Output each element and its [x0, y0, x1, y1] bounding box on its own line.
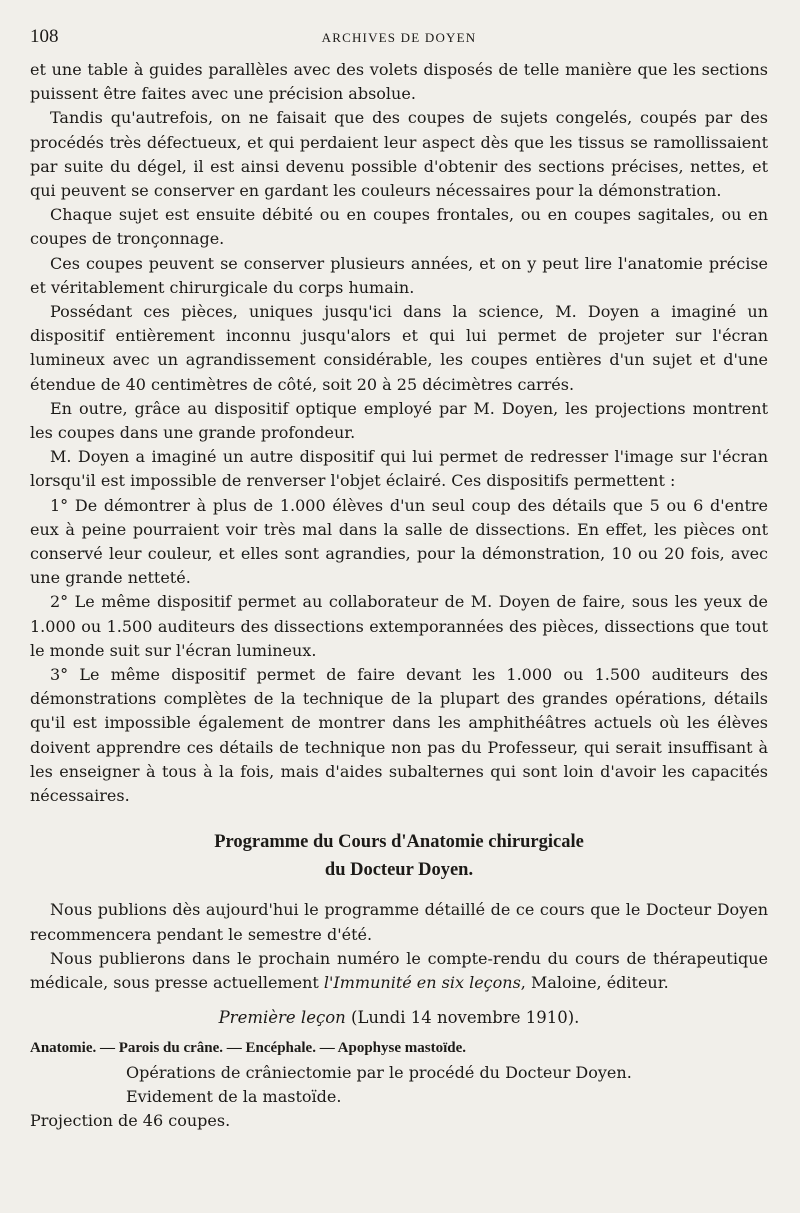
list-item: 3° Le même dispositif permet de faire devant les 1.000 ou 1.500 auditeurs des démonstrations complètes de la technique de la plupart des grandes opérations, détails qu'il est impossible également de montrer dans les amphithéâtres actuels où les élèves doivent apprendre ces détails de technique non pas du Professeur, qui serait insuffisant à les enseigner à tous à la fois, mais d'aides subalternes qui sont loin d'avoir les capacités nécessaires.	[30, 665, 768, 806]
paragraph: Ces coupes peuvent se conserver plusieurs années, et on y peut lire l'anatomie précise et véritablement chirurgicale du corps humain.	[30, 253, 768, 297]
lesson-date: (Lundi 14 novembre 1910).	[345, 1008, 580, 1028]
lesson-line: Projection de 46 coupes.	[30, 1111, 231, 1131]
paragraph: Chaque sujet est ensuite débité ou en coupes frontales, ou en coupes sagitales, ou en coupes de tronçonnage.	[30, 205, 768, 249]
running-head	[30, 22, 768, 58]
lesson-title: Première leçon	[218, 1008, 346, 1028]
section-title-line: du Docteur Doyen.	[324, 860, 474, 881]
lesson-topics: Anatomie. — Parois du crâne. — Encéphale. — Apophyse mastoïde.	[30, 1040, 466, 1057]
paragraph: Tandis qu'autrefois, on ne faisait que des coupes de sujets congelés, coupés par des procédés très défectueux, et qui perdaient leur aspect dès que les tissus se ramollissaient par suite du dégel, il est ainsi devenu possible d'obtenir des sections précises, nettes, et qui peuvent se conserver en gardant les couleurs nécessaires pour la démonstration.	[30, 108, 768, 201]
section-title	[30, 828, 768, 884]
paragraph: M. Doyen a imaginé un autre dispositif qui lui permet de redresser l'image sur l'écran lorsqu'il est impossible de renverser l'objet éclairé. Ces dispositifs permettent :	[30, 447, 768, 491]
journal-title: ARCHIVES DE DOYEN	[321, 30, 477, 45]
lesson-heading	[30, 1005, 768, 1031]
paragraph: Nous publions dès aujourd'hui le programme détaillé de ce cours que le Docteur Doyen recommencera pendant le semestre d'été.	[30, 900, 768, 944]
paragraph: Possédant ces pièces, uniques jusqu'ici dans la science, M. Doyen a imaginé un dispositif entièrement inconnu jusqu'alors et qui lui permet de projeter sur l'écran lumineux avec un agrandissement considérable, les coupes entières d'un sujet et d'une étendue de 40 centimètres de côté, soit 20 à 25 décimètres carrés.	[30, 302, 768, 394]
paragraph: En outre, grâce au dispositif optique employé par M. Doyen, les projections montrent les coupes dans une grande profondeur.	[30, 398, 768, 443]
text-run: Nous publierons dans le prochain numéro le compte-rendu du cours de thérapeutique médicale, sous presse actuellement	[30, 948, 768, 992]
article-body	[30, 58, 768, 1133]
page-number: 108	[30, 26, 59, 47]
list-item: 2° Le même dispositif permet au collaborateur de M. Doyen de faire, sous les yeux de 1.000 ou 1.500 auditeurs des dissections extemporannées des pièces, dissections que tout le monde suit sur l'écran lumineux.	[30, 592, 768, 660]
lesson-line: Opérations de crâniectomie par le procédé du Docteur Doyen.	[126, 1063, 632, 1083]
lesson-line: Evidement de la mastoïde.	[126, 1087, 342, 1107]
section-title-line: Programme du Cours d'Anatomie chirurgicale	[214, 832, 584, 853]
paragraph: et une table à guides parallèles avec des volets disposés de telle manière que les sections puissent être faites avec une précision absolue.	[30, 60, 768, 104]
book-title: l'Immunité en six leçons	[323, 972, 521, 992]
text-run: , Maloine, éditeur.	[520, 972, 669, 992]
paragraph	[30, 947, 768, 995]
list-item: 1° De démontrer à plus de 1.000 élèves d'un seul coup des détails que 5 ou 6 d'entre eux à peine pourraient voir très mal dans la salle de dissections. En effet, les pièces ont conservé leur couleur, et elles sont agrandies, pour la démonstration, 10 ou 20 fois, avec une grande netteté.	[30, 495, 768, 588]
